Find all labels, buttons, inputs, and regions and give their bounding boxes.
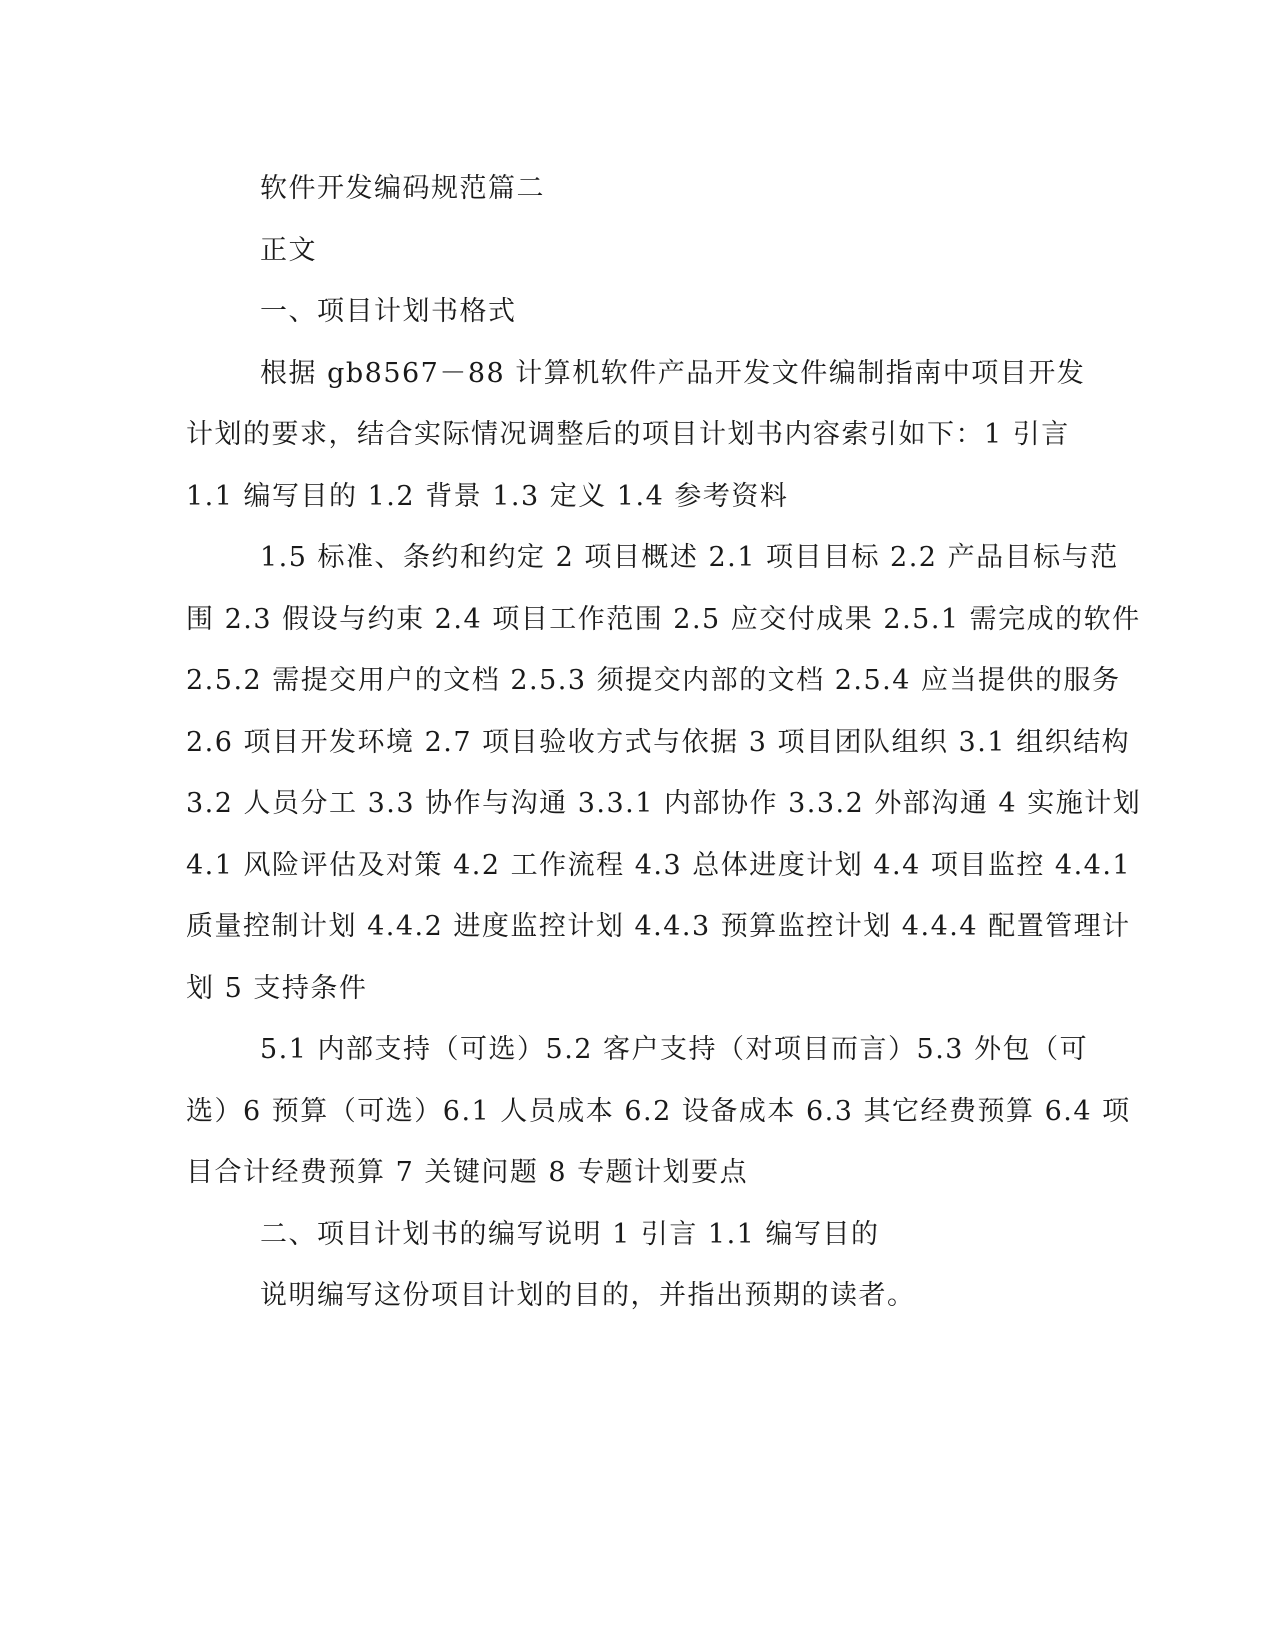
document-title: 软件开发编码规范篇二 bbox=[260, 173, 545, 204]
paragraph-line: 质量控制计划 4.4.2 进度监控计划 4.4.3 预算监控计划 4.4.4 配置管理计 bbox=[186, 911, 1131, 942]
paragraph-line: 根据 gb8567－88 计算机软件产品开发文件编制指南中项目开发 bbox=[260, 357, 1086, 389]
section-heading-body: 正文 bbox=[260, 234, 317, 266]
section-heading-1: 一、项目计划书格式 bbox=[260, 296, 517, 327]
section-heading-2: 二、项目计划书的编写说明 1 引言 1.1 编写目的 bbox=[260, 1218, 880, 1250]
paragraph-line: 1.5 标准、条约和约定 2 项目概述 2.1 项目目标 2.2 产品目标与范 bbox=[260, 542, 1119, 573]
paragraph-line: 说明编写这份项目计划的目的，并指出预期的读者。 bbox=[260, 1280, 916, 1311]
document-page bbox=[186, 158, 1142, 1327]
paragraph-line: 2.6 项目开发环境 2.7 项目验收方式与依据 3 项目团队组织 3.1 组织结构 bbox=[186, 726, 1131, 758]
paragraph-line: 1.1 编写目的 1.2 背景 1.3 定义 1.4 参考资料 bbox=[186, 480, 789, 512]
paragraph-line: 计划的要求，结合实际情况调整后的项目计划书内容索引如下：1 引言 bbox=[186, 419, 1070, 450]
paragraph-line: 目合计经费预算 7 关键问题 8 专题计划要点 bbox=[186, 1157, 749, 1188]
paragraph-line: 5.1 内部支持（可选）5.2 客户支持（对项目而言）5.3 外包（可 bbox=[260, 1034, 1089, 1065]
paragraph-line: 划 5 支持条件 bbox=[186, 972, 368, 1004]
paragraph-line: 选）6 预算（可选）6.1 人员成本 6.2 设备成本 6.3 其它经费预算 6.4 项 bbox=[186, 1095, 1131, 1127]
paragraph-line: 4.1 风险评估及对策 4.2 工作流程 4.3 总体进度计划 4.4 项目监控 4.4.1 bbox=[186, 849, 1132, 881]
paragraph-line: 3.2 人员分工 3.3 协作与沟通 3.3.1 内部协作 3.3.2 外部沟通 4 实施计划 bbox=[186, 788, 1142, 819]
paragraph-line: 2.5.2 需提交用户的文档 2.5.3 须提交内部的文档 2.5.4 应当提供的服务 bbox=[186, 665, 1121, 696]
paragraph-line: 围 2.3 假设与约束 2.4 项目工作范围 2.5 应交付成果 2.5.1 需完成的软件 bbox=[186, 603, 1141, 635]
